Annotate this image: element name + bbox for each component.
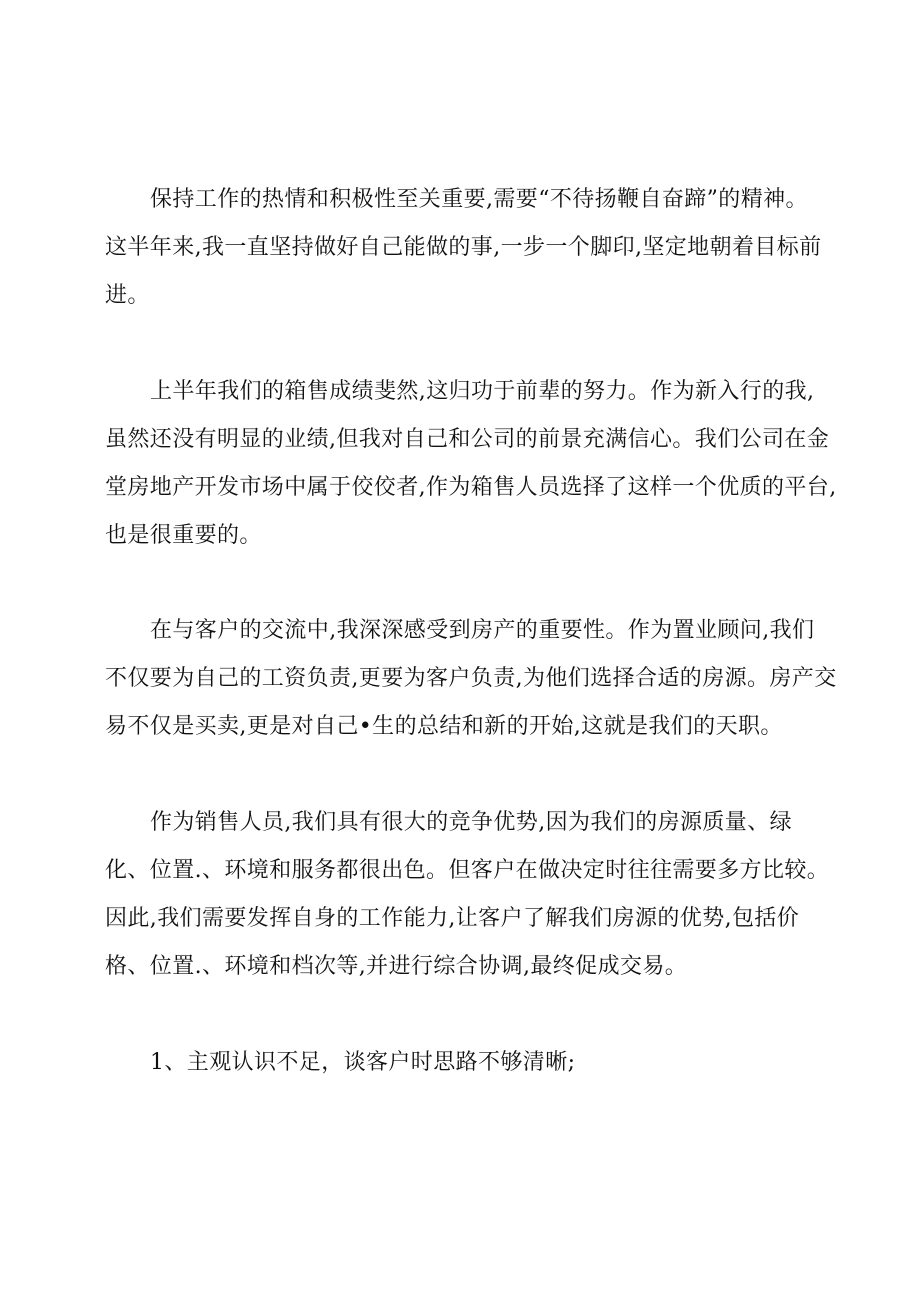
list-item-1 <box>105 1039 825 1087</box>
paragraph-line: 易不仅是买卖,更是对自己•生的总结和新的开始,这就是我们的天职。 <box>105 714 783 740</box>
paragraph-line: 保持工作的热情和积极性至关重要,需要“不待扬鞭自奋蹄”的精神。 <box>150 187 808 212</box>
paragraph-line: 这半年来,我一直坚持做好自己能做的事,一步一个脚印,坚定地朝着目标前 <box>105 234 822 260</box>
paragraph-line: 不仅要为自己的工资负责,更要为客户负责,为他们选择合适的房源。房产交 <box>105 666 837 692</box>
paragraph-line: 进。 <box>105 282 150 308</box>
paragraph-3 <box>105 607 837 751</box>
paragraph-2 <box>105 368 837 560</box>
paragraph-line: 也是很重要的。 <box>105 522 262 548</box>
paragraph-line: 堂房地产开发市场中属于佼佼者,作为箱售人员选择了这样一个优质的平台, <box>105 474 837 500</box>
paragraph-line: 上半年我们的箱售成绩斐然,这归功于前辈的努力。作为新入行的我, <box>150 378 815 404</box>
paragraph-line: 化、位置.、环境和服务都很出色。但客户在做决定时往往需要多方比较。 <box>105 858 830 884</box>
paragraph-line: 格、位置.、环境和档次等,并进行综合协调,最终促成交易。 <box>105 954 688 979</box>
paragraph-line: 因此,我们需要发挥自身的工作能力,让客户了解我们房源的优势,包括价 <box>105 906 800 932</box>
paragraph-4 <box>105 799 830 991</box>
paragraph-1 <box>105 176 825 320</box>
paragraph-line: 在与客户的交流中,我深深感受到房产的重要性。作为置业顾问,我们 <box>150 618 815 644</box>
list-item-text: 1、主观认识不足，谈客户时思路不够清晰; <box>150 1049 576 1075</box>
paragraph-line: 虽然还没有明显的业绩,但我对自己和公司的前景充满信心。我们公司在金 <box>105 426 830 452</box>
document-body <box>105 176 837 1135</box>
paragraph-line: 作为销售人员,我们具有很大的竞争优势,因为我们的房源质量、绿 <box>150 810 792 836</box>
